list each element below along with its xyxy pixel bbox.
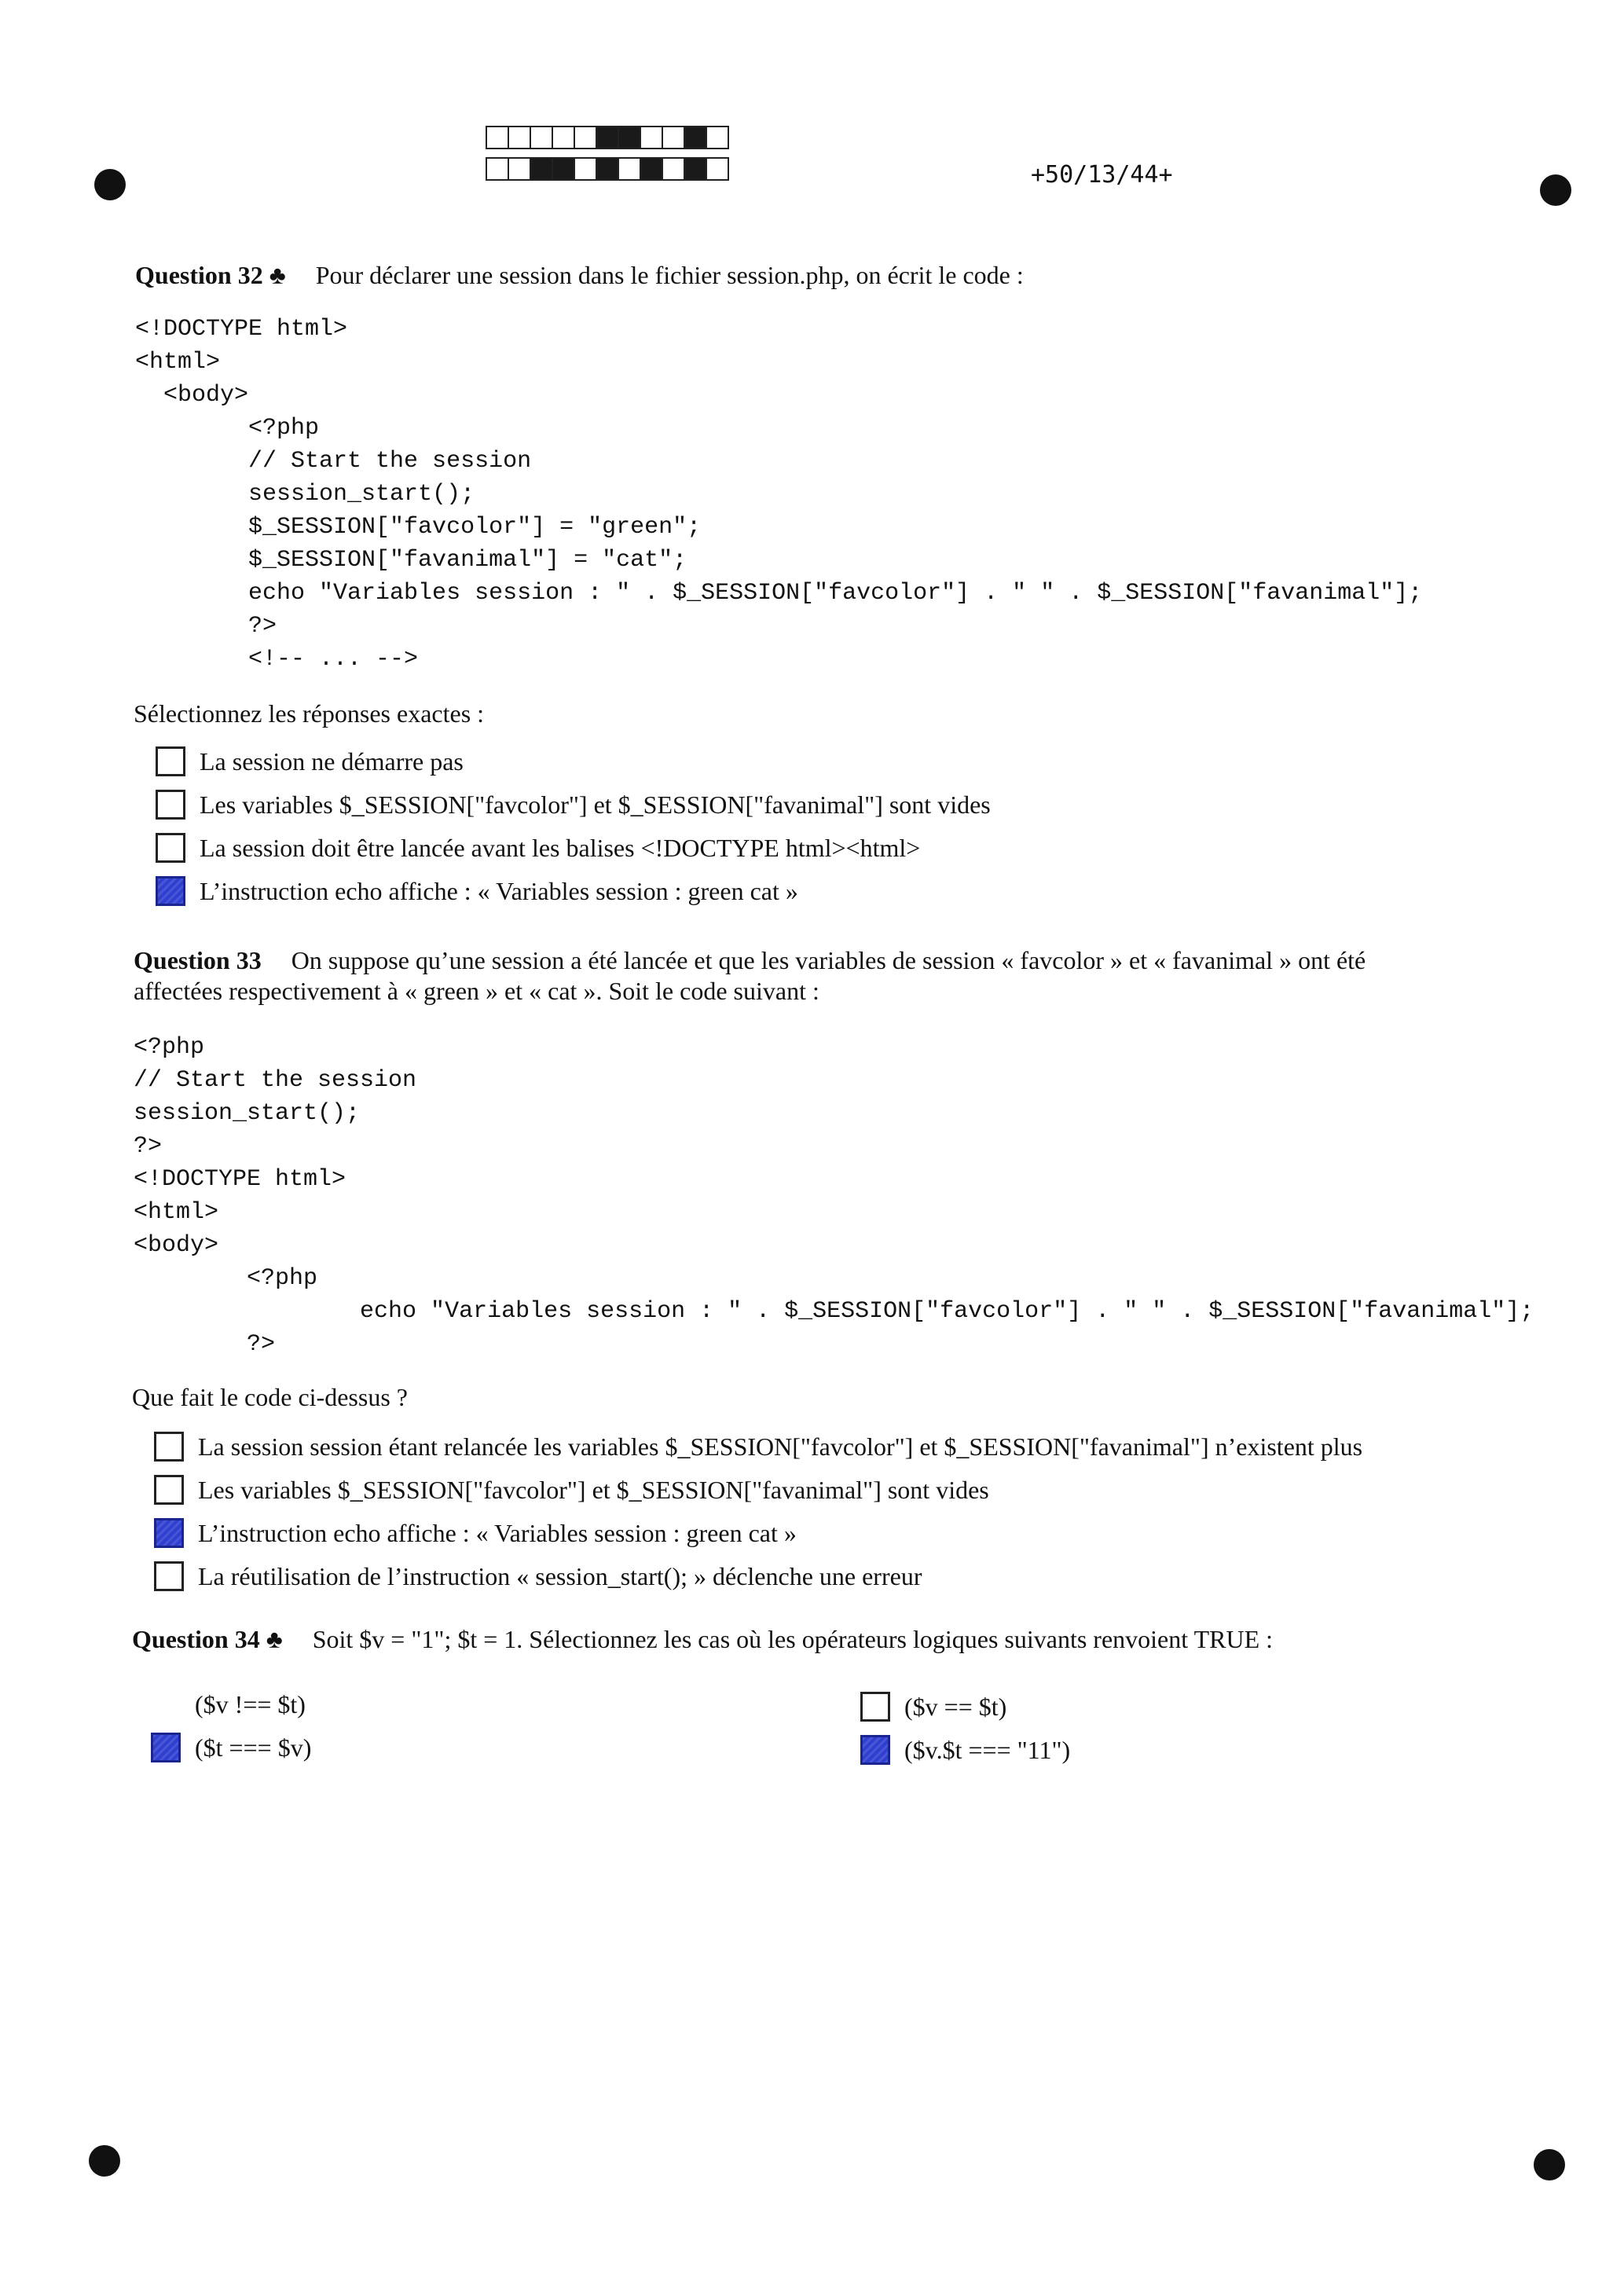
code-line: $_SESSION["favanimal"] = "cat";	[135, 547, 687, 574]
question-34-option-4[interactable]	[860, 1735, 1070, 1765]
question-33-option-4[interactable]	[154, 1561, 922, 1591]
barcode-cell	[596, 157, 619, 181]
option-label: Les variables $_SESSION["favcolor"] et $_SESSION["favanimal"] sont vides	[198, 1475, 989, 1504]
question-34-header	[132, 1625, 1273, 1654]
question-32-option-2[interactable]	[156, 790, 991, 820]
code-line: <?php	[134, 1265, 318, 1292]
barcode-cell	[574, 157, 597, 181]
answer-checkbox[interactable]	[156, 876, 185, 906]
question-33-text-line-2: affectées respectivement à « green » et « cat ». Soit le code suivant :	[134, 977, 819, 1005]
sheet-id: +50/13/44+	[1031, 161, 1173, 189]
missing-checkbox	[151, 1689, 181, 1719]
barcode-cell	[552, 157, 575, 181]
barcode-cell	[618, 126, 641, 149]
club-icon: ♣	[269, 261, 286, 289]
answer-checkbox[interactable]	[154, 1475, 184, 1505]
question-34-option-1[interactable]	[151, 1689, 306, 1719]
question-33-option-2[interactable]	[154, 1475, 989, 1505]
code-line: <!DOCTYPE html>	[134, 1166, 346, 1193]
code-line: <html>	[134, 1199, 219, 1226]
option-label: ($v.$t === "11")	[904, 1735, 1071, 1764]
barcode-cell	[596, 126, 619, 149]
code-line: ?>	[134, 1331, 276, 1358]
code-line: <body>	[134, 1232, 219, 1259]
barcode-cell	[684, 157, 707, 181]
answer-checkbox[interactable]	[154, 1518, 184, 1548]
barcode-top-row	[486, 126, 728, 149]
question-34-label: Question 34	[132, 1625, 260, 1653]
registration-mark-top-left	[94, 169, 126, 200]
barcode-cell	[618, 157, 641, 181]
option-label: La session session étant relancée les variables $_SESSION["favcolor"] et $_SESSION["favanimal"] n’existent plus	[198, 1432, 1363, 1461]
barcode-cell	[662, 157, 685, 181]
registration-mark-bottom-right	[1534, 2149, 1565, 2180]
code-line: session_start();	[135, 481, 475, 508]
option-label: L’instruction echo affiche : « Variables session : green cat »	[200, 876, 798, 905]
question-32-prompt: Sélectionnez les réponses exactes :	[134, 699, 485, 728]
question-33-header	[134, 946, 1366, 975]
barcode-bottom-row	[486, 157, 728, 181]
answer-checkbox[interactable]	[151, 1733, 181, 1762]
barcode-cell	[486, 157, 509, 181]
barcode-cell	[706, 126, 729, 149]
question-32-header	[135, 261, 1024, 290]
answer-checkbox[interactable]	[860, 1735, 890, 1765]
question-32-text: Pour déclarer une session dans le fichier session.php, on écrit le code :	[315, 261, 1024, 289]
code-line: <html>	[135, 349, 221, 376]
answer-checkbox[interactable]	[860, 1692, 890, 1722]
barcode-cell	[706, 157, 729, 181]
barcode-cell	[640, 157, 663, 181]
option-label: ($t === $v)	[195, 1733, 312, 1762]
question-32-code	[135, 313, 1422, 676]
registration-mark-bottom-left	[89, 2145, 120, 2177]
question-33-prompt: Que fait le code ci-dessus ?	[132, 1383, 408, 1411]
question-33-code	[134, 1031, 1534, 1361]
option-label: Les variables $_SESSION["favcolor"] et $_SESSION["favanimal"] sont vides	[200, 790, 991, 819]
option-label: ($v !== $t)	[195, 1689, 306, 1718]
option-label: La session doit être lancée avant les balises <!DOCTYPE html><html>	[200, 833, 921, 862]
answer-checkbox[interactable]	[156, 833, 185, 863]
code-line: <!-- ... -->	[135, 646, 419, 673]
question-32-option-1[interactable]	[156, 746, 464, 776]
code-line: // Start the session	[135, 448, 532, 475]
code-line: echo "Variables session : " . $_SESSION["favcolor"] . " " . $_SESSION["favanimal"];	[135, 580, 1423, 607]
barcode-cell	[684, 126, 707, 149]
option-label: ($v == $t)	[904, 1692, 1007, 1721]
question-33-option-1[interactable]	[154, 1432, 1362, 1462]
code-line: echo "Variables session : " . $_SESSION["favcolor"] . " " . $_SESSION["favanimal"];	[134, 1298, 1534, 1325]
code-line: ?>	[134, 1133, 163, 1160]
barcode-cell	[508, 157, 531, 181]
question-32-label: Question 32	[135, 261, 263, 289]
question-33-text-line-1: On suppose qu’une session a été lancée et que les variables de session « favcolor » et « favanimal » ont été	[291, 946, 1366, 974]
question-34-option-2[interactable]	[860, 1692, 1006, 1722]
code-line: // Start the session	[134, 1067, 417, 1094]
answer-checkbox[interactable]	[154, 1432, 184, 1462]
question-34-option-3[interactable]	[151, 1733, 311, 1762]
barcode-cell	[530, 126, 553, 149]
barcode-cell	[552, 126, 575, 149]
code-line: ?>	[135, 613, 277, 640]
barcode-cell	[486, 126, 509, 149]
option-label: La réutilisation de l’instruction « session_start(); » déclenche une erreur	[198, 1561, 922, 1590]
code-line: <!DOCTYPE html>	[135, 316, 348, 343]
barcode-cell	[508, 126, 531, 149]
code-line: <?php	[135, 415, 320, 442]
barcode-cell	[662, 126, 685, 149]
code-line: $_SESSION["favcolor"] = "green";	[135, 514, 702, 541]
question-33-label: Question 33	[134, 946, 262, 974]
question-34-text: Soit $v = "1"; $t = 1. Sélectionnez les cas où les opérateurs logiques suivants renvoient TRUE :	[312, 1625, 1273, 1653]
option-label: L’instruction echo affiche : « Variables session : green cat »	[198, 1518, 797, 1547]
question-33-option-3[interactable]	[154, 1518, 797, 1548]
barcode-cell	[574, 126, 597, 149]
question-32-option-4[interactable]	[156, 876, 798, 906]
question-32-option-3[interactable]	[156, 833, 920, 863]
barcode-cell	[640, 126, 663, 149]
club-icon: ♣	[266, 1625, 283, 1653]
barcode-cell	[530, 157, 553, 181]
code-line: session_start();	[134, 1100, 361, 1127]
answer-checkbox[interactable]	[156, 790, 185, 820]
answer-checkbox[interactable]	[156, 746, 185, 776]
code-line: <?php	[134, 1034, 205, 1061]
answer-checkbox[interactable]	[154, 1561, 184, 1591]
option-label: La session ne démarre pas	[200, 746, 464, 776]
code-line: <body>	[135, 382, 249, 409]
registration-mark-top-right	[1540, 174, 1571, 206]
